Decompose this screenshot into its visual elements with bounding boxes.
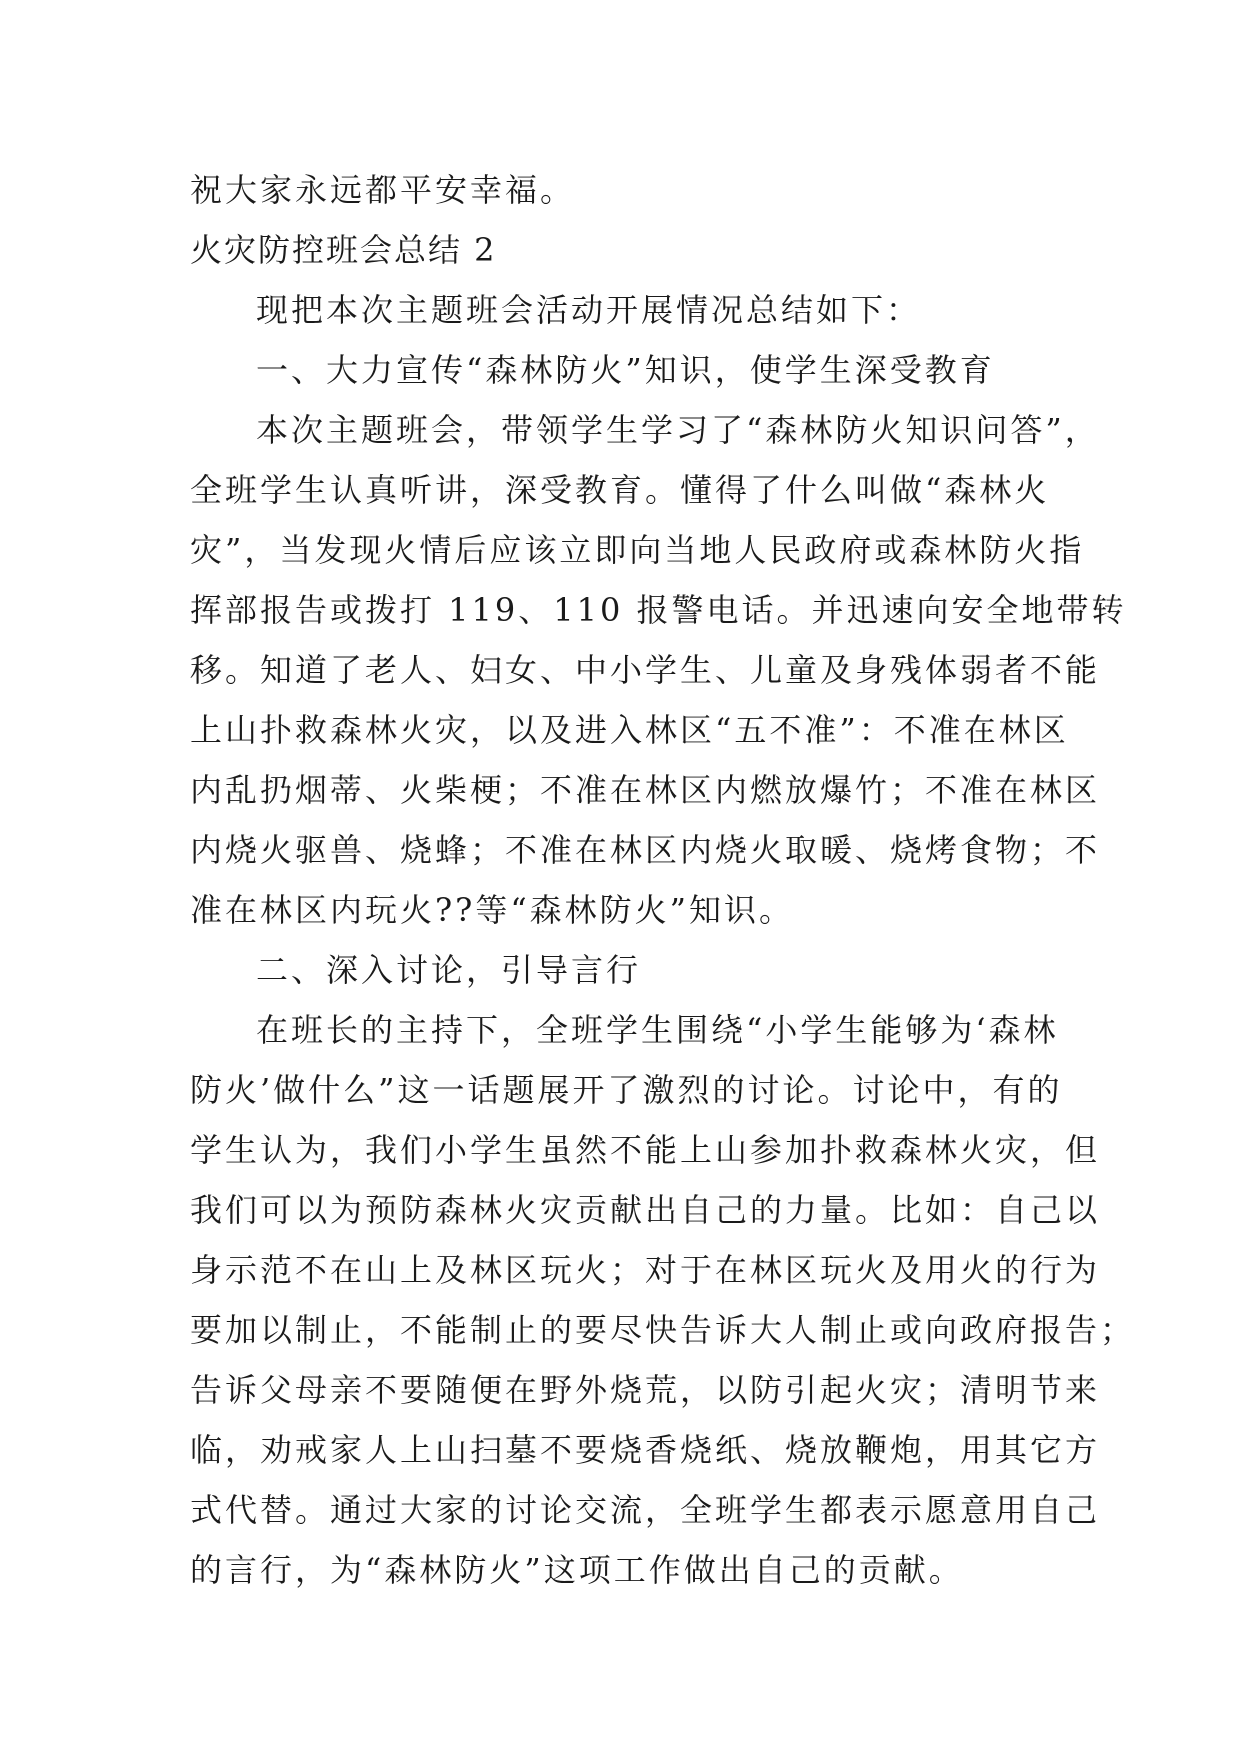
paragraph-line: 内烧火驱兽、烧蜂；不准在林区内烧火取暖、烧烤食物；不 [190, 831, 1101, 869]
paragraph-line: 临，劝戒家人上山扫墓不要烧香烧纸、烧放鞭炮，用其它方 [190, 1431, 1101, 1469]
paragraph-line: 身示范不在山上及林区玩火；对于在林区玩火及用火的行为 [190, 1251, 1101, 1289]
closing-line: 祝大家永远都平安幸福。 [190, 171, 576, 209]
paragraph-line: 灾”，当发现火情后应该立即向当地人民政府或森林防火指 [190, 531, 1085, 569]
paragraph-line: 内乱扔烟蒂、火柴梗；不准在林区内燃放爆竹；不准在林区 [190, 771, 1101, 809]
paragraph-line: 本次主题班会，带领学生学习了“森林防火知识问答”， [256, 411, 1100, 449]
paragraph-line: 防火’做什么”这一话题展开了激烈的讨论。讨论中，有的 [190, 1071, 1063, 1109]
paragraph-line: 准在林区内玩火??等“森林防火”知识。 [190, 891, 795, 929]
subheading-one: 一、大力宣传“森林防火”知识，使学生深受教育 [256, 351, 995, 389]
paragraph-line: 移。知道了老人、妇女、中小学生、儿童及身残体弱者不能 [190, 651, 1101, 689]
paragraph-line: 式代替。通过大家的讨论交流，全班学生都表示愿意用自己 [190, 1491, 1101, 1529]
paragraph-line: 的言行，为“森林防火”这项工作做出自己的贡献。 [190, 1551, 964, 1589]
paragraph-line: 全班学生认真听讲，深受教育。懂得了什么叫做“森林火 [190, 471, 1050, 509]
paragraph-line: 要加以制止，不能制止的要尽快告诉大人制止或向政府报告； [190, 1311, 1136, 1349]
paragraph-line: 我们可以为预防森林火灾贡献出自己的力量。比如：自己以 [190, 1191, 1101, 1229]
section-title: 火灾防控班会总结 2 [190, 231, 497, 269]
paragraph-line: 在班长的主持下，全班学生围绕“小学生能够为‘森林 [256, 1011, 1059, 1049]
paragraph-line: 学生认为，我们小学生虽然不能上山参加扑救森林火灾，但 [190, 1131, 1101, 1169]
subheading-two: 二、深入讨论，引导言行 [256, 951, 642, 989]
document-page [190, 160, 1136, 1600]
paragraph-line: 挥部报告或拨打 119、110 报警电话。并迅速向安全地带转 [190, 591, 1127, 629]
paragraph-line: 告诉父母亲不要随便在野外烧荒，以防引起火灾；清明节来 [190, 1371, 1101, 1409]
intro-line: 现把本次主题班会活动开展情况总结如下： [256, 291, 922, 329]
paragraph-line: 上山扑救森林火灾，以及进入林区“五不准”：不准在林区 [190, 711, 1069, 749]
